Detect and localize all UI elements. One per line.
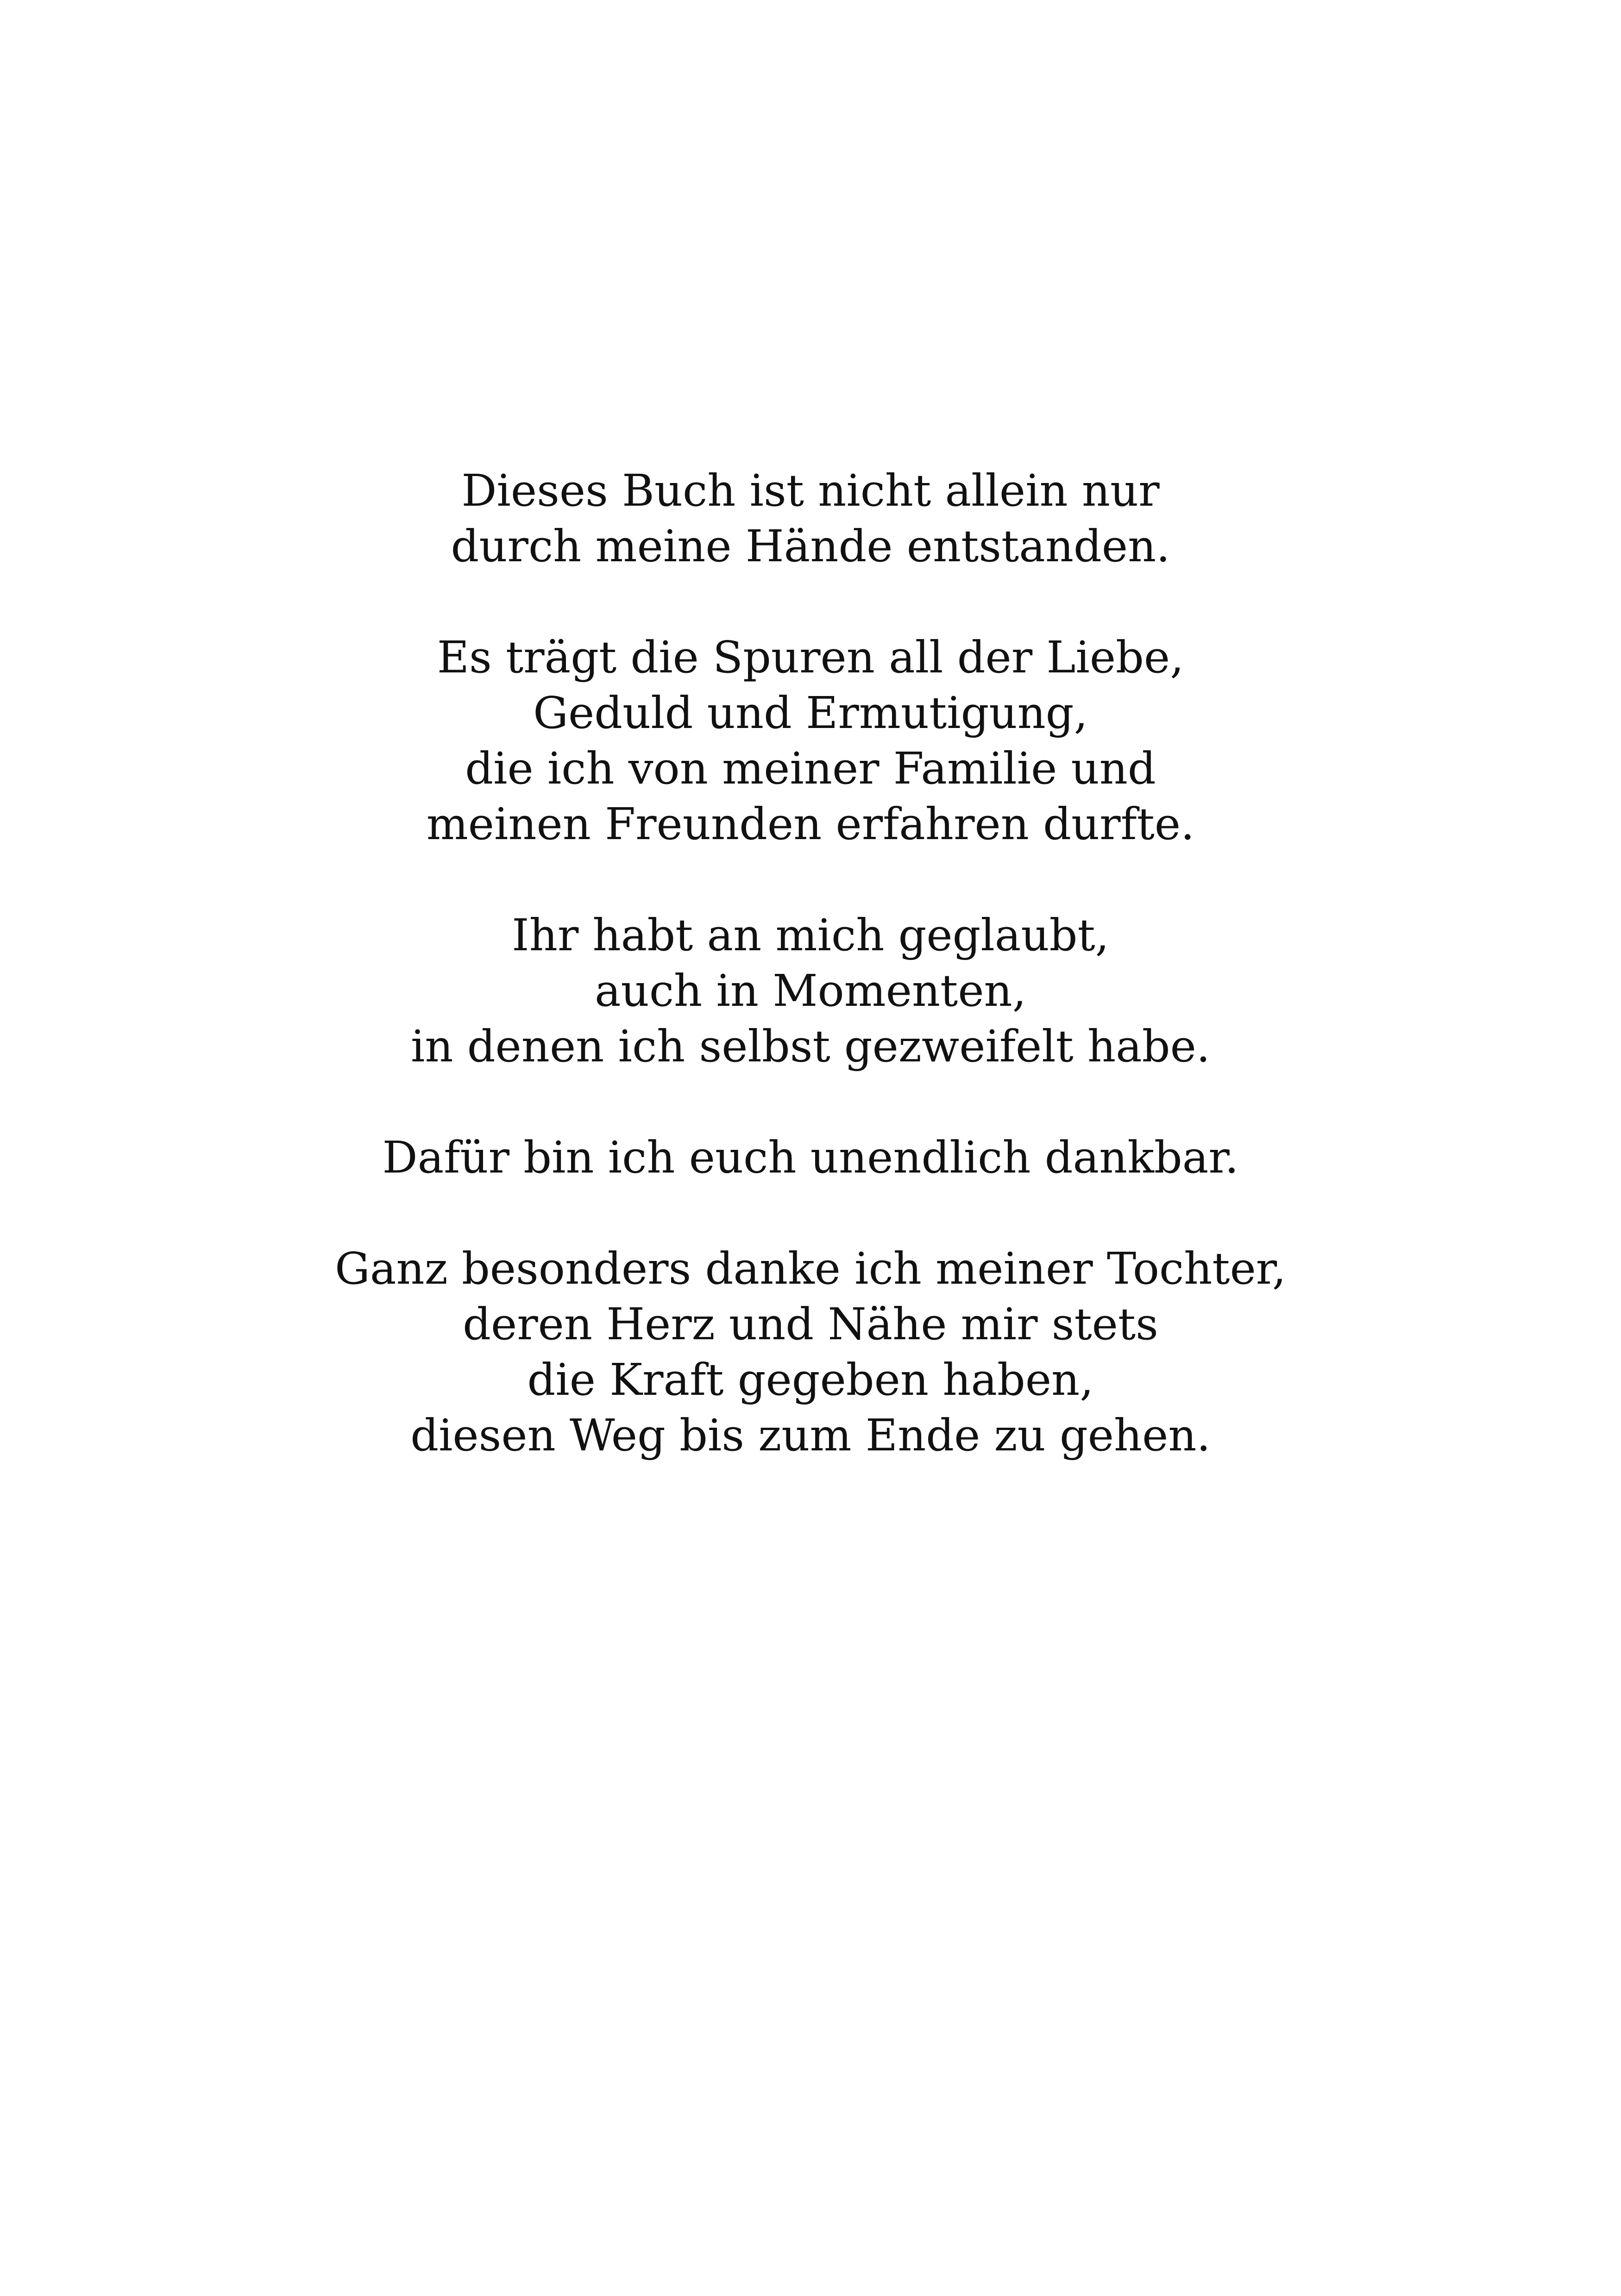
text-line: deren Herz und Nähe mir stets [463, 1299, 1158, 1350]
text-line: durch meine Hände entstanden. [451, 521, 1170, 572]
text-line: in denen ich selbst gezweifelt habe. [410, 1021, 1211, 1072]
stanza [0, 463, 1621, 574]
text-line: Geduld und Ermutigung, [533, 688, 1088, 739]
text-line: Ihr habt an mich geglaubt, [512, 910, 1109, 961]
text-line: meinen Freunden erfahren durfte. [426, 799, 1195, 850]
text-line: die Kraft gegeben haben, [527, 1355, 1094, 1405]
text-line: Ganz besonders danke ich meiner Tochter, [335, 1243, 1286, 1294]
stanza [0, 908, 1621, 1074]
text-line: diesen Weg bis zum Ende zu gehen. [410, 1410, 1211, 1461]
stanza [0, 630, 1621, 852]
text-line: Dafür bin ich euch unendlich dankbar. [382, 1132, 1239, 1183]
text-line: Es trägt die Spuren all der Liebe, [437, 632, 1184, 683]
stanza [0, 1241, 1621, 1463]
dedication-text [0, 463, 1621, 1463]
text-line: Dieses Buch ist nicht allein nur [461, 465, 1160, 516]
stanza [0, 1130, 1621, 1186]
text-line: auch in Momenten, [595, 966, 1026, 1016]
text-line: die ich von meiner Familie und [465, 743, 1156, 794]
